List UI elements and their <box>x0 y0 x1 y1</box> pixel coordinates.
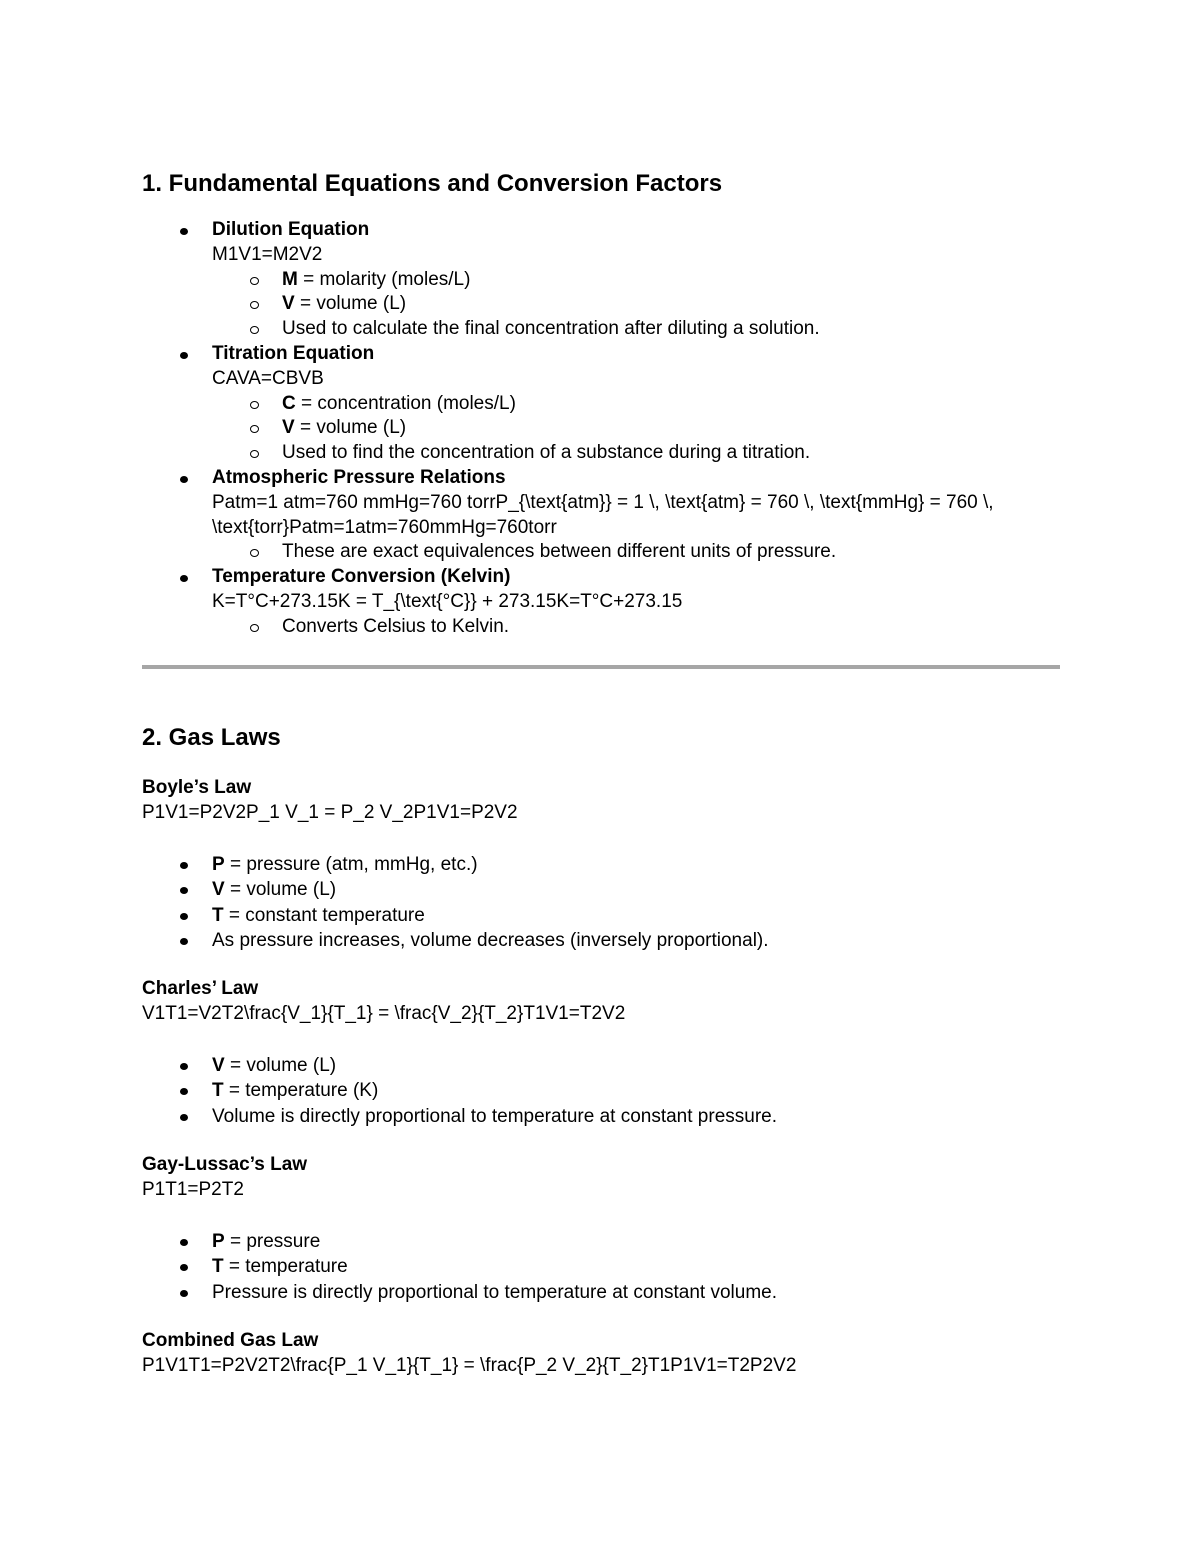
list-item-temperature-conversion <box>142 565 1060 639</box>
law-charles <box>142 976 1060 1129</box>
definition: = constant temperature <box>223 904 425 926</box>
hollow-bullet-icon <box>250 425 259 433</box>
horizontal-divider <box>142 665 1060 669</box>
list-item <box>142 1280 1060 1305</box>
list-item-titration <box>142 342 1060 466</box>
definition: = molarity (moles/L) <box>297 268 471 290</box>
hollow-bullet-icon <box>250 624 259 632</box>
term: P <box>212 854 225 875</box>
list-item <box>142 1229 1060 1254</box>
bullet-icon <box>180 938 188 945</box>
definition: Converts Celsius to Kelvin. <box>282 615 510 637</box>
law-title: Combined Gas Law <box>142 1329 319 1351</box>
list-item <box>142 877 1060 902</box>
bullet-icon <box>180 476 188 483</box>
list-item-atmospheric-pressure <box>142 466 1060 565</box>
sub-list-item <box>212 392 1060 417</box>
sub-list-item <box>212 615 1060 640</box>
definition: = concentration (moles/L) <box>295 392 516 414</box>
bullet-icon <box>180 1239 188 1246</box>
law-points <box>142 1053 1060 1129</box>
hollow-bullet-icon <box>250 450 259 458</box>
list-item <box>142 928 1060 953</box>
list-item-dilution <box>142 218 1060 342</box>
definition: These are exact equivalences between different units of pressure. <box>282 541 837 563</box>
sub-list <box>212 540 1060 565</box>
list-item <box>142 1078 1060 1103</box>
bullet-icon <box>180 352 188 359</box>
definition: Pressure is directly proportional to temperature at constant volume. <box>212 1281 777 1303</box>
law-equation: P1T1=P2T2 <box>142 1179 244 1201</box>
definition: Used to find the concentration of a substance during a titration. <box>282 442 811 464</box>
hollow-bullet-icon <box>250 301 259 309</box>
definition: = volume (L) <box>294 417 407 439</box>
definition: Volume is directly proportional to temperature at constant pressure. <box>212 1105 778 1127</box>
hollow-bullet-icon <box>250 326 259 334</box>
sub-list-item <box>212 292 1060 317</box>
term: C <box>282 392 296 414</box>
bullet-icon <box>180 1088 188 1095</box>
hollow-bullet-icon <box>250 401 259 409</box>
bullet-icon <box>180 913 188 920</box>
list-item <box>142 1104 1060 1129</box>
law-points <box>142 1229 1060 1305</box>
item-title: Dilution Equation <box>212 219 370 240</box>
sub-list-item <box>212 317 1060 342</box>
law-gay-lussac <box>142 1152 1060 1305</box>
term: T <box>212 904 224 926</box>
bullet-icon <box>180 575 188 582</box>
item-title: Titration Equation <box>212 342 375 364</box>
sub-list-item <box>212 268 1060 293</box>
definition: Used to calculate the final concentration after diluting a solution. <box>282 318 820 340</box>
item-equation: M1V1=M2V2 <box>212 243 323 265</box>
term: P <box>212 1231 225 1253</box>
law-equation: P1V1=P2V2P_1 V_1 = P_2 V_2P1V1=P2V2 <box>142 802 518 823</box>
definition: = volume (L) <box>224 879 337 901</box>
definition: As pressure increases, volume decreases (inversely proportional). <box>212 929 769 951</box>
term: T <box>212 1080 224 1102</box>
bullet-icon <box>180 228 188 235</box>
definition: = volume (L) <box>294 293 407 315</box>
section-1-list <box>142 218 1060 640</box>
definition: = volume (L) <box>224 1055 337 1077</box>
law-combined <box>142 1328 1060 1378</box>
item-title: Atmospheric Pressure Relations <box>212 466 506 488</box>
term: V <box>212 879 225 901</box>
section-2 <box>142 720 1060 1378</box>
item-equation: K=T°C+273.15K = T_{\text{°C}} + 273.15K=T°C+273.15 <box>212 590 683 612</box>
bullet-icon <box>180 887 188 894</box>
sub-list-item <box>212 416 1060 441</box>
hollow-bullet-icon <box>250 277 259 285</box>
law-points <box>142 852 1060 953</box>
definition: = temperature <box>223 1256 348 1278</box>
section-1-title: 1. Fundamental Equations and Conversion Factors <box>142 170 723 197</box>
definition: = pressure <box>224 1231 321 1253</box>
law-equation: V1T1=V2T2\frac{V_1}{T_1} = \frac{V_2}{T_2}T1V1=T2V2 <box>142 1003 626 1025</box>
sub-list-item <box>212 540 1060 565</box>
law-boyles <box>142 775 1060 953</box>
bullet-icon <box>180 1290 188 1297</box>
law-title: Charles’ Law <box>142 978 259 1000</box>
item-equation: CAVA=CBVB <box>212 367 324 389</box>
sub-list-item <box>212 441 1060 466</box>
hollow-bullet-icon <box>250 549 259 557</box>
list-item <box>142 903 1060 928</box>
law-equation: P1V1T1=P2V2T2\frac{P_1 V_1}{T_1} = \frac{P_2 V_2}{T_2}T1P1V1=T2P2V2 <box>142 1354 797 1376</box>
list-item <box>142 1254 1060 1279</box>
term: M <box>282 268 298 290</box>
section-2-title: 2. Gas Laws <box>142 724 281 751</box>
sub-list <box>212 615 1060 640</box>
sub-list <box>212 268 1060 342</box>
sub-list <box>212 392 1060 466</box>
definition: = temperature (K) <box>223 1080 379 1102</box>
bullet-icon <box>180 1114 188 1121</box>
bullet-icon <box>180 862 188 869</box>
law-title: Boyle’s Law <box>142 777 252 798</box>
term: V <box>282 293 295 315</box>
term: T <box>212 1256 224 1278</box>
bullet-icon <box>180 1063 188 1070</box>
section-1 <box>142 166 1060 640</box>
definition: = pressure (atm, mmHg, etc.) <box>224 854 478 875</box>
bullet-icon <box>180 1264 188 1271</box>
term: V <box>212 1055 225 1077</box>
law-title: Gay-Lussac’s Law <box>142 1154 308 1176</box>
item-equation: Patm=1 atm=760 mmHg=760 torrP_{\text{atm}} = 1 \, \text{atm} = 760 \, \text{mmHg} = 760 \, \text{torr}Patm=1atm=760mmHg=760torr <box>212 491 994 538</box>
list-item <box>142 852 1060 877</box>
term: V <box>282 417 295 439</box>
list-item <box>142 1053 1060 1078</box>
item-title: Temperature Conversion (Kelvin) <box>212 566 511 588</box>
